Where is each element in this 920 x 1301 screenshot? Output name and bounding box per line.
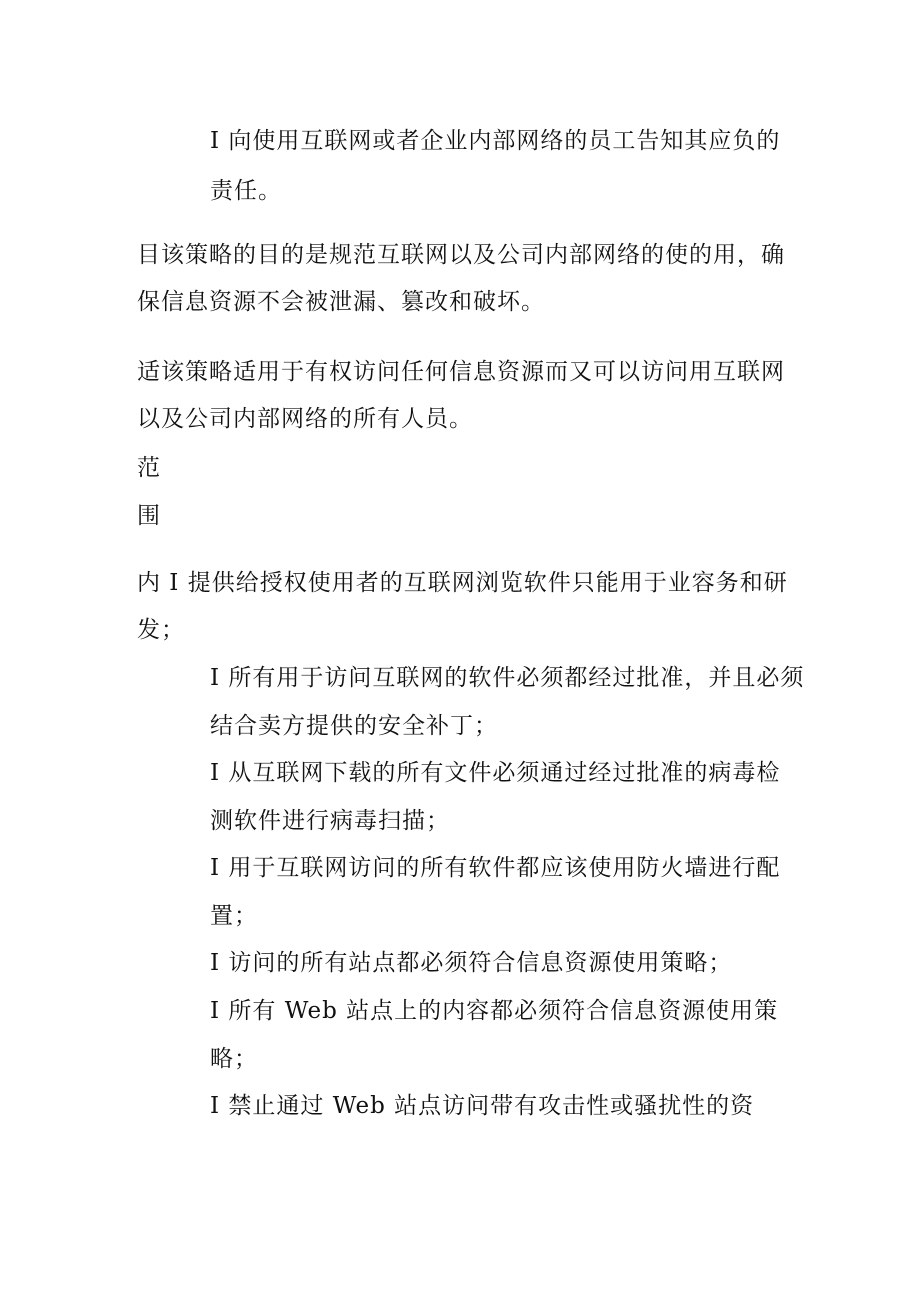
text-line: 责任。 — [210, 178, 282, 204]
text-line: I 所有 Web 站点上的内容都必须符合信息资源使用策 — [210, 998, 779, 1024]
text-line: I 向使用互联网或者企业内部网络的员工告知其应负的 — [210, 128, 781, 154]
text-line: 结合卖方提供的安全补丁； — [210, 713, 498, 739]
text-line: 目该策略的目的是规范互联网以及公司内部网络的使的用，确 — [137, 242, 785, 268]
text-line: I 所有用于访问互联网的软件必须都经过批准，并且必须 — [210, 665, 805, 691]
text-line: I 用于互联网访问的所有软件都应该使用防火墙进行配 — [210, 855, 781, 881]
text-line: I 访问的所有站点都必须符合信息资源使用策略； — [210, 950, 733, 976]
text-line: 适该策略适用于有权访问任何信息资源而又可以访问用互联网 — [137, 359, 785, 385]
text-line: 内 I 提供给授权使用者的互联网浏览软件只能用于业容务和研 — [137, 570, 788, 596]
text-line: 围 — [137, 503, 161, 529]
text-line: I 从互联网下载的所有文件必须通过经过批准的病毒检 — [210, 760, 781, 786]
text-line: I 禁止通过 Web 站点访问带有攻击性或骚扰性的资 — [210, 1093, 755, 1119]
text-line: 范 — [137, 455, 161, 481]
text-line: 发； — [137, 617, 185, 643]
text-line: 保信息资源不会被泄漏、篡改和破坏。 — [137, 289, 545, 315]
text-line: 置； — [210, 903, 258, 929]
text-line: 略； — [210, 1046, 258, 1072]
text-line: 测软件进行病毒扫描； — [210, 808, 450, 834]
text-line: 以及公司内部网络的所有人员。 — [137, 406, 473, 432]
